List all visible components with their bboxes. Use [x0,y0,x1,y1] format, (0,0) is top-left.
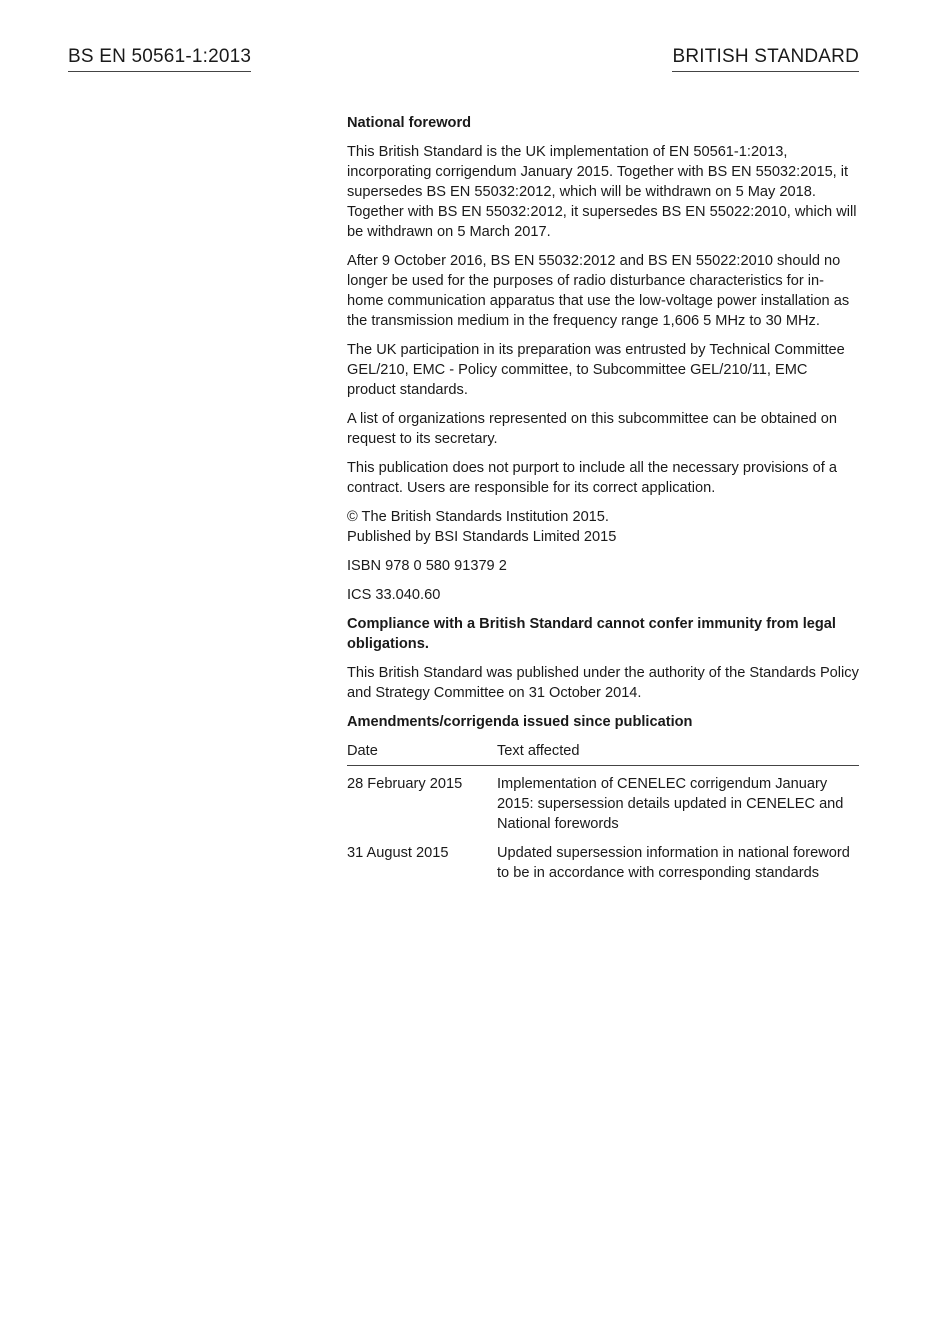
amendment-date: 28 February 2015 [347,776,463,792]
column-header-date: Date [347,741,497,766]
publisher-line: Published by BSI Standards Limited 2015 [347,529,617,545]
amendment-text: Implementation of CENELEC corrigendum January 2015: supersession details updated in CENELEC and National forewords [497,776,844,832]
authority-statement: This British Standard was published under the authority of the Standards Policy and Strategy Committee on 31 October 2014. [347,665,859,701]
isbn: ISBN 978 0 580 91379 2 [347,558,507,574]
copyright-line: © The British Standards Institution 2015. [347,509,609,525]
table-row [347,766,859,836]
amendment-text: Updated supersession information in national foreword to be in accordance with corresponding standards [497,845,850,881]
foreword-title: National foreword [347,115,472,131]
amendments-table [347,741,859,884]
amendments-title: Amendments/corrigenda issued since publication [347,714,693,730]
foreword-paragraph: The UK participation in its preparation was entrusted by Technical Committee GEL/210, EMC - Policy committee, to Subcommittee GEL/210/11, EMC product standards. [347,342,845,398]
table-header-row [347,741,859,766]
foreword-paragraph: This British Standard is the UK implementation of EN 50561-1:2013, incorporating corrigendum January 2015. Together with BS EN 55032:2015, it supersedes BS EN 55032:2012, which will be withdrawn on 5 May 2018. Together with BS EN 55032:2012, it supersedes BS EN 55022:2010, which will be withdrawn on 5 March 2017. [347,144,857,240]
ics: ICS 33.040.60 [347,587,441,603]
compliance-notice: Compliance with a British Standard cannot confer immunity from legal obligations. [347,616,836,652]
amendment-date: 31 August 2015 [347,845,449,861]
national-foreword-section [347,113,859,884]
document-number: BS EN 50561-1:2013 [68,46,251,72]
column-header-text: Text affected [497,741,859,766]
document-type: BRITISH STANDARD [672,46,859,72]
foreword-paragraph: After 9 October 2016, BS EN 55032:2012 and BS EN 55022:2010 should no longer be used for the purposes of radio disturbance characteristics for in-home communication apparatus that use the low-voltage power installation as the transmission medium in the frequency range 1,606 5 MHz to 30 MHz. [347,253,850,329]
foreword-paragraph: A list of organizations represented on this subcommittee can be obtained on request to its secretary. [347,411,838,447]
copyright-block [347,507,859,547]
foreword-paragraph: This publication does not purport to include all the necessary provisions of a contract. Users are responsible for its correct application. [347,460,837,496]
table-row [347,835,859,884]
